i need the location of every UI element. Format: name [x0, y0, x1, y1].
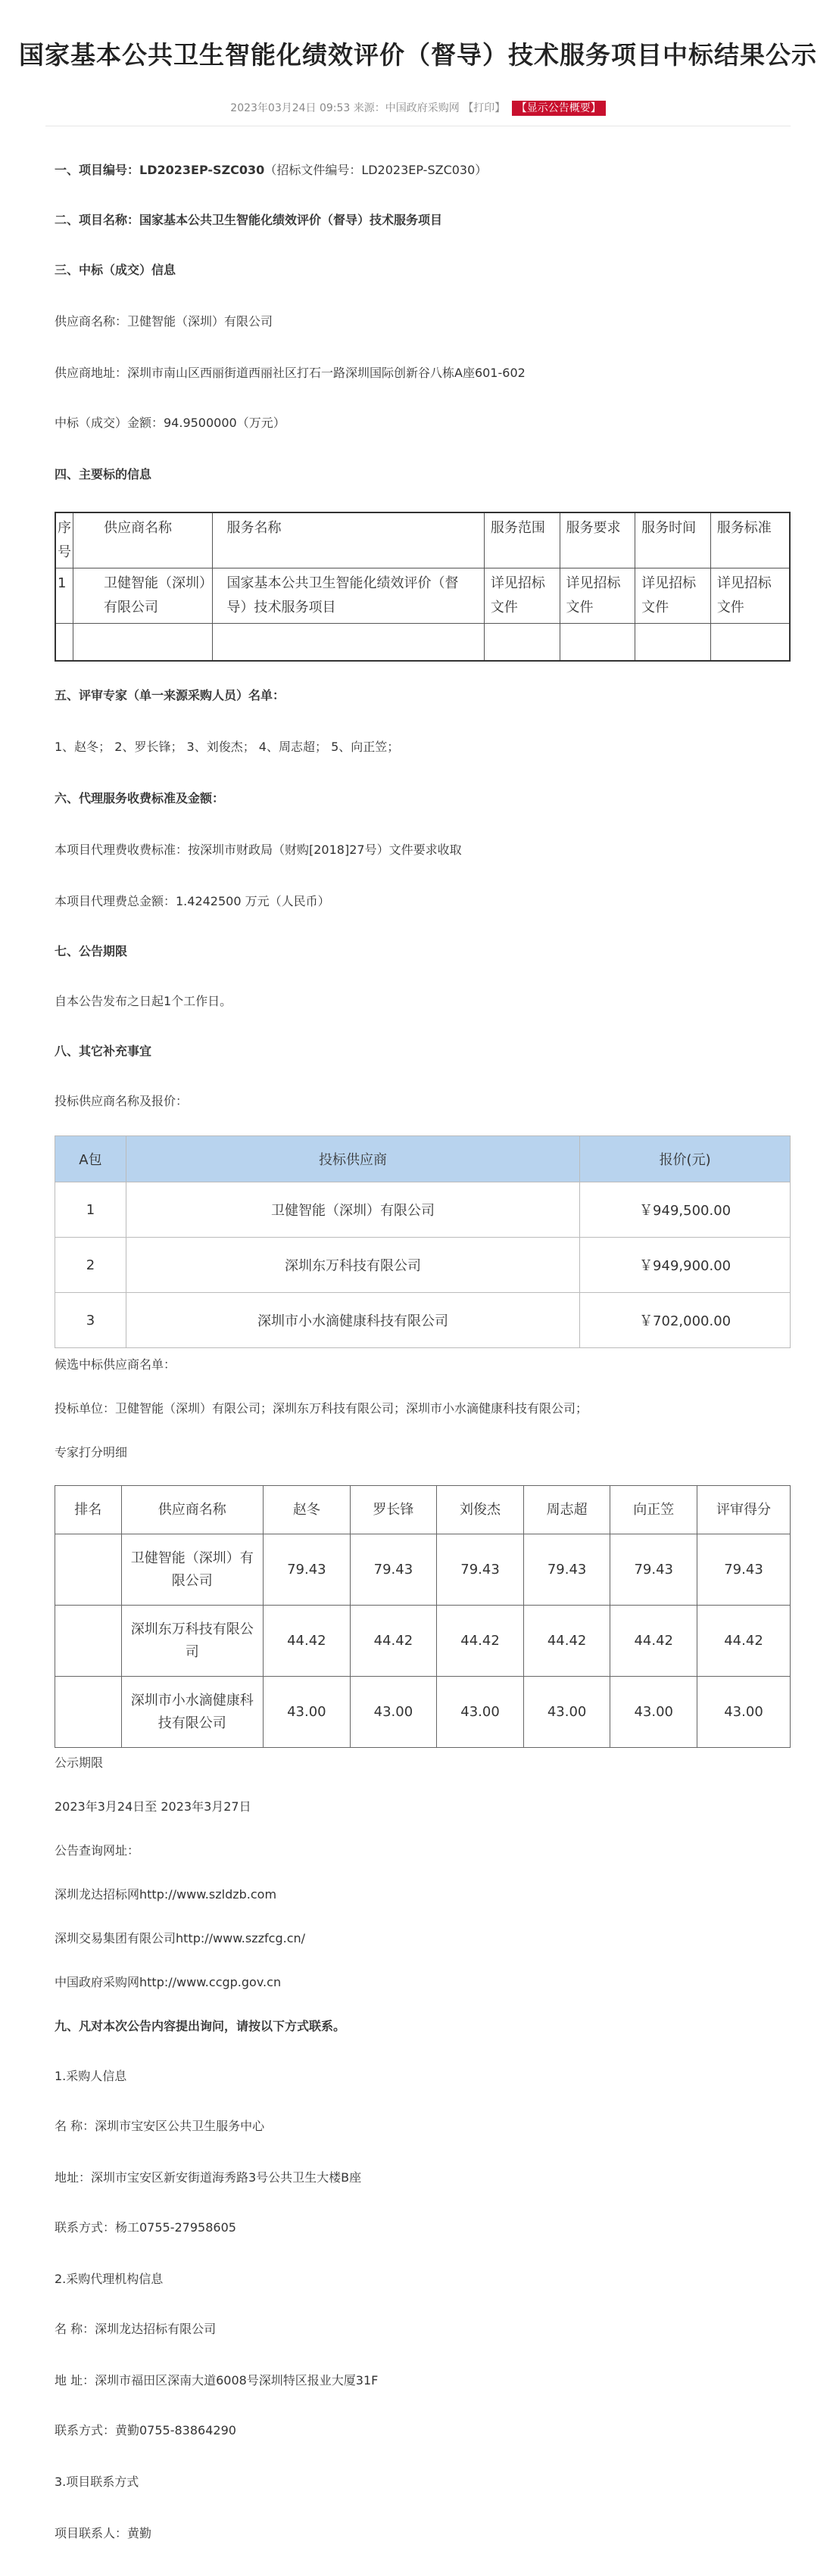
- score-title: 专家打分明细: [55, 1445, 128, 1459]
- subject-table: [55, 512, 791, 662]
- award-amount: 中标（成交）金额：94.9500000（万元）: [55, 416, 285, 430]
- print-link[interactable]: 【打印】: [463, 102, 506, 114]
- summary-button[interactable]: 【显示公告概要】: [512, 101, 606, 116]
- table-row: [55, 568, 790, 624]
- header-cell: 罗长锋: [350, 1486, 437, 1534]
- project-code-note: （招标文件编号：LD2023EP-SZC030）: [264, 163, 488, 177]
- fee-total: 本项目代理费总金额：1.4242500 万元（人民币）: [55, 894, 330, 908]
- table-cell: [55, 1677, 122, 1748]
- header-cell: 服务名称: [213, 512, 484, 568]
- table-cell: 43.00: [350, 1677, 437, 1748]
- agency-address: 地 址：深圳市福田区深南大道6008号深圳特区报业大厦31F: [55, 2373, 379, 2388]
- table-cell: 79.43: [264, 1534, 351, 1606]
- agency-name: 名 称：深圳龙达招标有限公司: [55, 2322, 217, 2336]
- table-row-empty: [55, 624, 790, 662]
- table-row: [55, 1293, 791, 1348]
- header-cell: 供应商名称: [121, 1486, 264, 1534]
- table-cell: 详见招标文件: [560, 568, 635, 624]
- table-cell: ￥702,000.00: [580, 1293, 791, 1348]
- table-header-row: [55, 1136, 791, 1182]
- publicity-period: 2023年3月24日至 2023年3月27日: [55, 1799, 251, 1814]
- section-experts-heading: 五、评审专家（单一来源采购人员）名单：: [55, 688, 285, 702]
- table-cell: 44.42: [697, 1606, 791, 1677]
- table-cell: 1: [55, 1182, 126, 1238]
- table-cell: 国家基本公共卫生智能化绩效评价（督导）技术服务项目: [213, 568, 484, 624]
- table-row: [55, 1606, 791, 1677]
- table-cell: 44.42: [610, 1606, 697, 1677]
- site-link-szzfcg[interactable]: 深圳交易集团有限公司http://www.szzfcg.cn/: [55, 1931, 306, 1945]
- section-project-name: 二、项目名称：国家基本公共卫生智能化绩效评价（督导）技术服务项目: [55, 213, 443, 227]
- header-cell: 服务标准: [710, 512, 790, 568]
- table-row: [55, 1238, 791, 1293]
- table-cell: 详见招标文件: [710, 568, 790, 624]
- score-table: [55, 1485, 791, 1748]
- project-code-label: 一、项目编号：: [55, 163, 140, 177]
- table-cell: 44.42: [350, 1606, 437, 1677]
- bid-table: [55, 1135, 791, 1348]
- header-cell: 服务范围: [484, 512, 560, 568]
- table-cell: 卫健智能（深圳）有限公司: [73, 568, 213, 624]
- table-cell: 43.00: [610, 1677, 697, 1748]
- candidate-title: 候选中标供应商名单：: [55, 1357, 176, 1372]
- header-cell: 投标供应商: [126, 1136, 579, 1182]
- page-title: 国家基本公共卫生智能化绩效评价（督导）技术服务项目中标结果公示: [19, 40, 817, 70]
- table-row: [55, 1534, 791, 1606]
- bid-title: 投标供应商名称及报价：: [55, 1094, 189, 1108]
- header-cell: 评审得分: [697, 1486, 791, 1534]
- table-cell: 2: [55, 1238, 126, 1293]
- section-subject-heading: 四、主要标的信息: [55, 467, 152, 481]
- table-header-row: [55, 512, 790, 568]
- table-cell: 44.42: [437, 1606, 524, 1677]
- header-cell: 报价(元): [580, 1136, 791, 1182]
- fee-standard: 本项目代理费收费标准：按深圳市财政局（财购[2018]27号）文件要求收取: [55, 843, 462, 857]
- project-code: LD2023EP-SZC030: [139, 163, 265, 177]
- purchaser-contact: 联系方式：杨工0755-27958605: [55, 2220, 236, 2235]
- supplier-address: 供应商地址：深圳市南山区西丽街道西丽社区打石一路深圳国际创新谷八栋A座601-602: [55, 366, 526, 380]
- experts-list: 1、赵冬； 2、罗长锋； 3、刘俊杰； 4、周志超； 5、向正笠；: [55, 740, 400, 754]
- table-cell: 深圳市小水滴健康科技有限公司: [121, 1677, 264, 1748]
- period-text: 自本公告发布之日起1个工作日。: [55, 994, 232, 1008]
- section-fee-heading: 六、代理服务收费标准及金额：: [55, 791, 225, 805]
- site-link-ccgp[interactable]: 中国政府采购网http://www.ccgp.gov.cn: [55, 1975, 282, 1989]
- table-cell: [55, 1534, 122, 1606]
- section-other-heading: 八、其它补充事宜: [55, 1044, 152, 1058]
- purchaser-name: 名 称：深圳市宝安区公共卫生服务中心: [55, 2119, 265, 2133]
- table-cell: 卫健智能（深圳）有限公司: [121, 1534, 264, 1606]
- header-cell: 向正笠: [610, 1486, 697, 1534]
- header-cell: 赵冬: [264, 1486, 351, 1534]
- table-cell: 深圳东万科技有限公司: [121, 1606, 264, 1677]
- purchaser-address: 地址：深圳市宝安区新安街道海秀路3号公共卫生大楼B座: [55, 2170, 362, 2185]
- header-cell: 服务时间: [635, 512, 711, 568]
- table-cell: 79.43: [610, 1534, 697, 1606]
- publicity-title: 公示期限: [55, 1755, 104, 1770]
- meta-bar: [0, 100, 836, 117]
- project-contact-title: 3.项目联系方式: [55, 2475, 139, 2489]
- table-cell: 44.42: [264, 1606, 351, 1677]
- table-cell: 43.00: [264, 1677, 351, 1748]
- header-cell: 供应商名称: [73, 512, 213, 568]
- section-period-heading: 七、公告期限: [55, 944, 128, 958]
- section-project-code: [55, 160, 487, 178]
- table-cell: 3: [55, 1293, 126, 1348]
- table-cell: 1: [55, 568, 73, 624]
- source-text: 来源：中国政府采购网: [353, 102, 460, 114]
- candidate-list: 投标单位：卫健智能（深圳）有限公司；深圳东万科技有限公司；深圳市小水滴健康科技有限公司；: [55, 1401, 588, 1416]
- table-cell: 43.00: [523, 1677, 610, 1748]
- table-cell: 43.00: [697, 1677, 791, 1748]
- table-cell: 深圳市小水滴健康科技有限公司: [126, 1293, 579, 1348]
- table-cell: 卫健智能（深圳）有限公司: [126, 1182, 579, 1238]
- supplier-name: 供应商名称：卫健智能（深圳）有限公司: [55, 314, 273, 329]
- site-link-szldzb[interactable]: 深圳龙达招标网http://www.szldzb.com: [55, 1887, 277, 1902]
- table-cell: 79.43: [437, 1534, 524, 1606]
- section-contact-heading: 九、凡对本次公告内容提出询问，请按以下方式联系。: [55, 2019, 346, 2033]
- header-cell: 刘俊杰: [437, 1486, 524, 1534]
- publish-date: 2023年03月24日 09:53: [230, 102, 351, 114]
- purchaser-title: 1.采购人信息: [55, 2069, 127, 2083]
- table-cell: 43.00: [437, 1677, 524, 1748]
- header-cell: 周志超: [523, 1486, 610, 1534]
- table-cell: 44.42: [523, 1606, 610, 1677]
- header-cell: 排名: [55, 1486, 122, 1534]
- table-cell: ￥949,500.00: [580, 1182, 791, 1238]
- table-header-row: [55, 1486, 791, 1534]
- table-cell: ￥949,900.00: [580, 1238, 791, 1293]
- table-cell: 详见招标文件: [635, 568, 711, 624]
- table-cell: 深圳东万科技有限公司: [126, 1238, 579, 1293]
- table-cell: [55, 1606, 122, 1677]
- header-cell: 序号: [55, 512, 73, 568]
- table-cell: 79.43: [350, 1534, 437, 1606]
- query-title: 公告查询网址：: [55, 1843, 140, 1858]
- project-contact-person: 项目联系人：黄勤: [55, 2526, 152, 2540]
- table-cell: 79.43: [697, 1534, 791, 1606]
- table-cell: 详见招标文件: [484, 568, 560, 624]
- table-row: [55, 1182, 791, 1238]
- table-row: [55, 1677, 791, 1748]
- header-cell: 服务要求: [560, 512, 635, 568]
- section-award-heading: 三、中标（成交）信息: [55, 263, 176, 277]
- agency-contact: 联系方式：黄勤0755-83864290: [55, 2423, 236, 2437]
- agency-title: 2.采购代理机构信息: [55, 2272, 164, 2286]
- table-cell: 79.43: [523, 1534, 610, 1606]
- header-cell: A包: [55, 1136, 126, 1182]
